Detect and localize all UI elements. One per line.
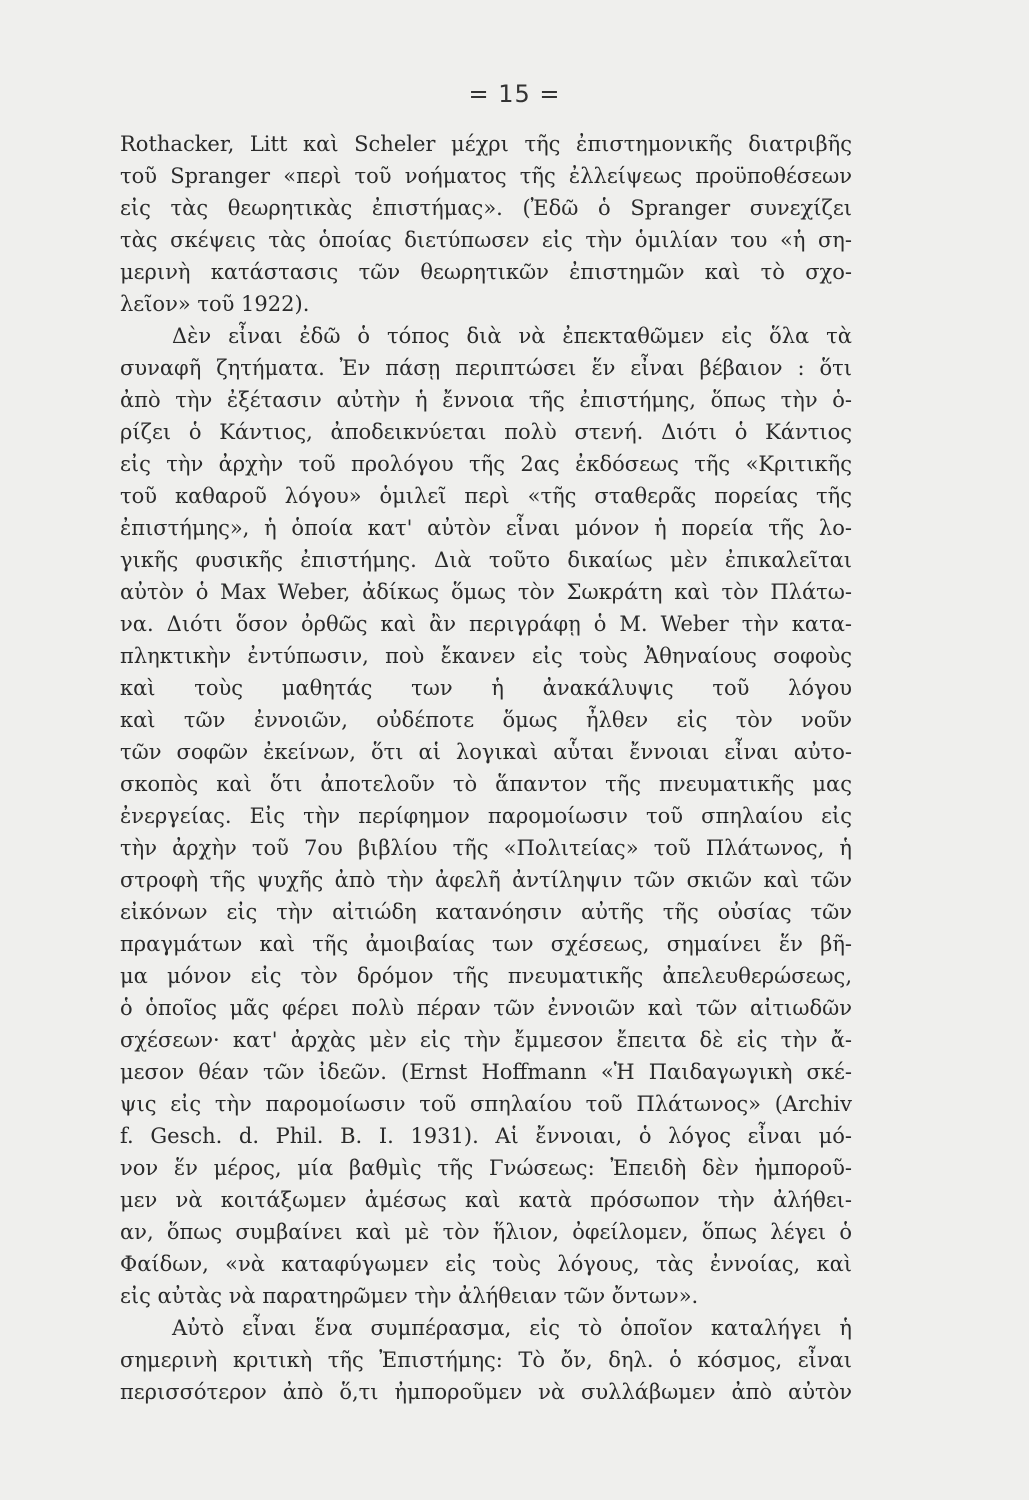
text-line: συναφῆ ζητήματα. Ἐν πάσῃ περιπτώσει ἕν εἶναι βέβαιον : ὅτι	[120, 356, 852, 380]
text-line: ἀπὸ τὴν ἐξέτασιν αὐτὴν ἡ ἔννοια τῆς ἐπιστήμης, ὅπως τὴν ὁ-	[120, 388, 852, 412]
text-line: γικῆς φυσικῆς ἐπιστήμης. Διὰ τοῦτο δικαίως μὲν ἐπικαλεῖται	[120, 548, 852, 572]
text-line: πραγμάτων καὶ τῆς ἀμοιβαίας των σχέσεως, σημαίνει ἕν βῆ-	[120, 932, 852, 956]
text-line: στροφὴ τῆς ψυχῆς ἀπὸ τὴν ἀφελῆ ἀντίληψιν τῶν σκιῶν καὶ τῶν	[120, 868, 852, 892]
text-line: f. Gesch. d. Phil. B. I. 1931). Αἱ ἔννοιαι, ὁ λόγος εἶναι μό-	[120, 1124, 852, 1148]
text-line: μεσον θέαν τῶν ἰδεῶν. (Ernst Hoffmann «Ἡ Παιδαγωγικὴ σκέ-	[120, 1060, 852, 1084]
text-line: πληκτικὴν ἐντύπωσιν, ποὺ ἔκανεν εἰς τοὺς Ἀθηναίους σοφοὺς	[120, 644, 852, 668]
text-line: καὶ τοὺς μαθητάς των ἡ ἀνακάλυψις τοῦ λόγου	[120, 676, 852, 700]
text-line: ὁ ὁποῖος μᾶς φέρει πολὺ πέραν τῶν ἐννοιῶν καὶ τῶν αἰτιωδῶν	[120, 996, 852, 1020]
text-line: ρίζει ὁ Κάντιος, ἀποδεικνύεται πολὺ στενή. Διότι ὁ Κάντιος	[120, 420, 852, 444]
text-line: εἰς αὐτὰς νὰ παρατηρῶμεν τὴν ἀλήθειαν τῶν ὄντων».	[120, 1284, 699, 1308]
text-line: ἐπιστήμης», ἡ ὁποία κατ' αὐτὸν εἶναι μόνον ἡ πορεία τῆς λο-	[120, 516, 852, 540]
page-number: = 15 =	[468, 80, 561, 108]
text-line: τοῦ Spranger «περὶ τοῦ νοήματος τῆς ἐλλείψεως προϋποθέσεων	[120, 164, 852, 188]
text-line: τὴν ἀρχὴν τοῦ 7ου βιβλίου τῆς «Πολιτείας» τοῦ Πλάτωνος, ἡ	[120, 836, 852, 860]
text-line: Αὐτὸ εἶναι ἕνα συμπέρασμα, εἰς τὸ ὁποῖον καταλήγει ἡ	[172, 1316, 852, 1340]
text-line: λεῖον» τοῦ 1922).	[120, 292, 310, 316]
text-line: τὰς σκέψεις τὰς ὁποίας διετύπωσεν εἰς τὴν ὁμιλίαν του «ἡ ση-	[120, 228, 852, 252]
text-line: νον ἕν μέρος, μία βαθμὶς τῆς Γνώσεως: Ἐπειδὴ δὲν ἠμποροῦ-	[120, 1156, 852, 1180]
text-line: Φαίδων, «νὰ καταφύγωμεν εἰς τοὺς λόγους, τὰς ἐννοίας, καὶ	[120, 1252, 852, 1276]
text-line: σχέσεων· κατ' ἀρχὰς μὲν εἰς τὴν ἔμμεσον ἔπειτα δὲ εἰς τὴν ἄ-	[120, 1028, 852, 1052]
text-line: αν, ὅπως συμβαίνει καὶ μὲ τὸν ἥλιον, ὀφείλομεν, ὅπως λέγει ὁ	[120, 1220, 852, 1244]
body-text	[120, 128, 852, 1408]
text-line: να. Διότι ὅσον ὀρθῶς καὶ ἂν περιγράφῃ ὁ Μ. Weber τὴν κατα-	[120, 612, 852, 636]
text-line: μερινὴ κατάστασις τῶν θεωρητικῶν ἐπιστημῶν καὶ τὸ σχο-	[120, 260, 852, 284]
text-line: καὶ τῶν ἐννοιῶν, οὐδέποτε ὅμως ἦλθεν εἰς τὸν νοῦν	[120, 708, 852, 732]
text-line: εἰκόνων εἰς τὴν αἰτιώδη κατανόησιν αὐτῆς τῆς οὐσίας τῶν	[120, 900, 852, 924]
text-line: μεν νὰ κοιτάξωμεν ἀμέσως καὶ κατὰ πρόσωπον τὴν ἀλήθει-	[120, 1188, 852, 1212]
text-line: ἐνεργείας. Εἰς τὴν περίφημον παρομοίωσιν τοῦ σπηλαίου εἰς	[120, 804, 852, 828]
text-line: Δὲν εἶναι ἐδῶ ὁ τόπος διὰ νὰ ἐπεκταθῶμεν εἰς ὅλα τὰ	[172, 324, 852, 348]
text-line: αὐτὸν ὁ Max Weber, ἀδίκως ὅμως τὸν Σωκράτη καὶ τὸν Πλάτω-	[120, 580, 852, 604]
text-line: περισσότερον ἀπὸ ὅ,τι ἠμποροῦμεν νὰ συλλάβωμεν ἀπὸ αὐτὸν	[120, 1380, 852, 1404]
text-line: Rothacker, Litt καὶ Scheler μέχρι τῆς ἐπιστημονικῆς διατριβῆς	[120, 132, 852, 156]
text-line: σημερινὴ κριτικὴ τῆς Ἐπιστήμης: Τὸ ὄν, δηλ. ὁ κόσμος, εἶναι	[120, 1348, 852, 1372]
text-line: εἰς τὰς θεωρητικὰς ἐπιστήμας». (Ἐδῶ ὁ Spranger συνεχίζει	[120, 196, 852, 220]
text-line: εἰς τὴν ἀρχὴν τοῦ προλόγου τῆς 2ας ἐκδόσεως τῆς «Κριτικῆς	[120, 452, 852, 476]
text-line: μα μόνον εἰς τὸν δρόμον τῆς πνευματικῆς ἀπελευθερώσεως,	[120, 964, 852, 988]
text-line: ψις εἰς τὴν παρομοίωσιν τοῦ σπηλαίου τοῦ Πλάτωνος» (Archiv	[120, 1092, 852, 1116]
text-line: τοῦ καθαροῦ λόγου» ὁμιλεῖ περὶ «τῆς σταθερᾶς πορείας τῆς	[120, 484, 852, 508]
text-line: τῶν σοφῶν ἐκείνων, ὅτι αἱ λογικαὶ αὗται ἔννοιαι εἶναι αὐτο-	[120, 740, 852, 764]
text-line: σκοπὸς καὶ ὅτι ἀποτελοῦν τὸ ἅπαντον τῆς πνευματικῆς μας	[120, 772, 852, 796]
